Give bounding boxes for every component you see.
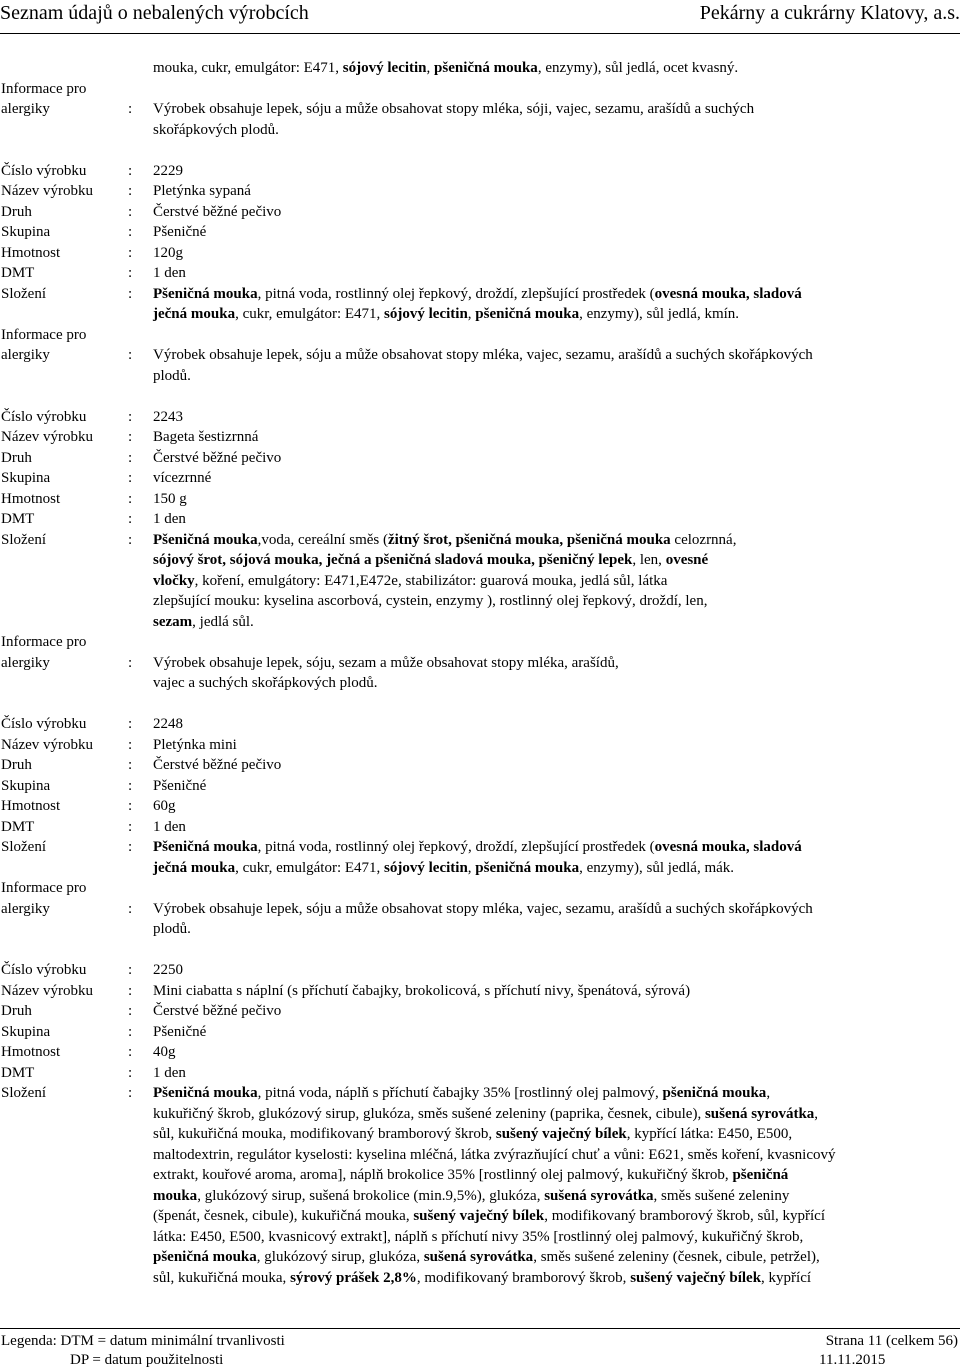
allergen-line bbox=[0, 919, 960, 940]
text-run: , enzymy), sůl jedlá, kmín. bbox=[579, 306, 740, 322]
composition-line bbox=[0, 58, 960, 79]
hmotnost-value: 120g bbox=[153, 244, 183, 261]
composition-line bbox=[0, 1247, 960, 1268]
info-label-row bbox=[0, 878, 960, 899]
bold-run: sýrový prášek 2,8% bbox=[290, 1269, 417, 1286]
druh-row bbox=[0, 448, 960, 469]
hmotnost-value: 150 g bbox=[153, 490, 187, 507]
product-2243 bbox=[0, 407, 960, 694]
colon: : bbox=[128, 449, 133, 466]
hmotnost-row bbox=[0, 243, 960, 264]
colon: : bbox=[128, 347, 133, 363]
composition-line bbox=[0, 1145, 960, 1166]
colon: : bbox=[128, 511, 133, 527]
bold-run: sójový lecitin bbox=[384, 306, 468, 322]
composition-text bbox=[153, 1083, 770, 1104]
druh-row bbox=[0, 755, 960, 776]
composition-line bbox=[0, 1186, 960, 1207]
colon: : bbox=[128, 839, 133, 855]
text-run: , jedlá sůl. bbox=[192, 613, 254, 630]
allergen-text: Výrobek obsahuje lepek, sóju a může obsahovat stopy mléka, sóji, vajec, sezamu, arašídů a suchých bbox=[153, 101, 755, 117]
colon: : bbox=[128, 736, 133, 753]
bold-run: sušená syrovátka bbox=[704, 1105, 815, 1122]
druh-label: Druh bbox=[1, 1003, 32, 1019]
hmotnost-label: Hmotnost bbox=[1, 490, 61, 507]
composition-text bbox=[153, 858, 734, 879]
cislo-value: 2248 bbox=[153, 716, 183, 732]
druh-value: Čerstvé běžné pečivo bbox=[153, 449, 282, 466]
colon: : bbox=[128, 429, 133, 445]
composition-text bbox=[153, 530, 736, 551]
colon: : bbox=[128, 101, 133, 117]
bold-run: sušený vaječný bílek bbox=[630, 1269, 762, 1286]
bold-run: sušený vaječný bílek bbox=[495, 1126, 627, 1142]
bold-run: žitný šrot, pšeničná mouka, pšeničná mouka bbox=[387, 531, 671, 548]
text-run: kukuřičný škrob, glukózový sirup, glukóza, směs sušené zeleniny (paprika, česnek, cibule), bbox=[153, 1105, 705, 1122]
druh-row bbox=[0, 1001, 960, 1022]
hmotnost-label: Hmotnost bbox=[1, 244, 61, 261]
cislo-label: Číslo výrobku bbox=[1, 408, 87, 425]
slozeni-label: Složení bbox=[1, 285, 46, 302]
allergen-text: skořápkových plodů. bbox=[153, 121, 279, 138]
bold-run: pšeničná mouka bbox=[434, 60, 538, 76]
bold-run: sušená syrovátka bbox=[544, 1187, 654, 1204]
section-gap bbox=[0, 140, 960, 161]
skupina-row bbox=[0, 776, 960, 797]
druh-row bbox=[0, 202, 960, 223]
bold-run: pšeničná bbox=[732, 1167, 789, 1183]
composition-line bbox=[0, 858, 960, 879]
colon: : bbox=[128, 757, 133, 773]
document-title: Seznam údajů o nebalených výrobcích bbox=[0, 2, 309, 24]
text-run: maltodextrin, regulátor kyselosti: kyselina mléčná, látka zvýrazňující chuť a vůni: E621, směs koření, kvasnicový bbox=[153, 1146, 836, 1163]
allergen-line bbox=[0, 99, 960, 120]
nazev-label: Název výrobku bbox=[1, 736, 94, 753]
dmt-value: 1 den bbox=[153, 1064, 186, 1081]
alergiky-label: alergiky bbox=[1, 101, 50, 117]
cislo-row bbox=[0, 714, 960, 735]
text-run: , pitná voda, náplň s příchutí čabajky 35% [rostlinný olej palmový, bbox=[257, 1085, 663, 1101]
text-run: , modifikovaný bramborový škrob, sůl, kypřící bbox=[544, 1208, 825, 1224]
alergiky-label: alergiky bbox=[1, 654, 50, 671]
skupina-row bbox=[0, 468, 960, 489]
druh-value: Čerstvé běžné pečivo bbox=[153, 203, 282, 220]
bold-run: pšeničná mouka bbox=[662, 1085, 767, 1101]
nazev-value: Pletýnka mini bbox=[153, 736, 237, 753]
text-run: , koření, emulgátory: E471,E472e, stabilizátor: guarová mouka, jedlá sůl, látka bbox=[194, 572, 668, 589]
product-2250 bbox=[0, 960, 960, 1288]
dmt-value: 1 den bbox=[153, 511, 186, 527]
text-run: ,voda, cereální směs ( bbox=[257, 531, 388, 548]
hmotnost-label: Hmotnost bbox=[1, 798, 61, 814]
composition-line bbox=[0, 591, 960, 612]
colon: : bbox=[128, 244, 133, 261]
allergen-text: Výrobek obsahuje lepek, sóju a může obsahovat stopy mléka, vajec, sezamu, arašídů a suchých skořápkových bbox=[153, 347, 813, 363]
dmt-row bbox=[0, 817, 960, 838]
text-run: zlepšující mouku: kyselina ascorbová, cystein, enzymy ), rostlinný olej řepkový, droždí, len, bbox=[153, 593, 708, 609]
composition-text bbox=[153, 612, 254, 633]
nazev-label: Název výrobku bbox=[1, 982, 94, 999]
nazev-label: Název výrobku bbox=[1, 429, 94, 445]
composition-line bbox=[0, 530, 960, 551]
dmt-label: DMT bbox=[1, 1064, 35, 1081]
dmt-value: 1 den bbox=[153, 265, 186, 281]
text-run: , bbox=[467, 859, 476, 876]
composition-line bbox=[0, 1083, 960, 1104]
composition-line bbox=[0, 571, 960, 592]
slozeni-label: Složení bbox=[1, 531, 46, 548]
cislo-label: Číslo výrobku bbox=[1, 716, 87, 732]
bold-run: sójový lecitin bbox=[342, 60, 427, 76]
composition-text bbox=[153, 304, 739, 325]
composition-text bbox=[153, 550, 708, 571]
text-run: , pitná voda, rostlinný olej řepkový, droždí, zlepšující prostředek ( bbox=[257, 285, 655, 302]
text-run: , modifikovaný bramborový škrob, bbox=[416, 1269, 631, 1286]
text-run: , cukr, emulgátor: E471, bbox=[193, 60, 343, 76]
hmotnost-row bbox=[0, 796, 960, 817]
dmt-row bbox=[0, 263, 960, 284]
cislo-value: 2243 bbox=[153, 408, 183, 425]
nazev-row bbox=[0, 981, 960, 1002]
nazev-value: Pletýnka sypaná bbox=[153, 183, 251, 199]
print-date: 11.11.2015 bbox=[819, 1352, 886, 1368]
company-name: Pekárny a cukrárny Klatovy, a.s. bbox=[699, 2, 960, 24]
allergen-line bbox=[0, 120, 960, 141]
composition-line bbox=[0, 1227, 960, 1248]
cislo-label: Číslo výrobku bbox=[1, 962, 87, 978]
legend-dtm: Legenda: DTM = datum minimální trvanlivosti bbox=[1, 1333, 285, 1349]
colon: : bbox=[128, 285, 133, 302]
nazev-value: Mini ciabatta s náplní (s příchutí čabajky, brokolicová, s příchutí nivy, špenátová, sýrová) bbox=[153, 982, 691, 999]
product-2229 bbox=[0, 161, 960, 387]
colon: : bbox=[128, 654, 133, 671]
nazev-value: Bageta šestizrnná bbox=[153, 429, 259, 445]
bold-run: ovesná mouka, sladová bbox=[654, 285, 802, 302]
bold-run: sušená syrovátka bbox=[423, 1249, 534, 1265]
skupina-row bbox=[0, 1022, 960, 1043]
dmt-value: 1 den bbox=[153, 818, 186, 835]
composition-line bbox=[0, 1104, 960, 1125]
bold-run: Pšeničná mouka bbox=[153, 285, 258, 302]
allergen-line bbox=[0, 366, 960, 387]
text-run: , směs sušené zeleniny bbox=[653, 1187, 790, 1204]
page-number: Strana 11 (celkem 56) bbox=[825, 1333, 958, 1349]
text-run: celozrnná, bbox=[670, 531, 737, 548]
text-run: , pitná voda, rostlinný olej řepkový, droždí, zlepšující prostředek ( bbox=[257, 839, 655, 855]
skupina-value: Pšeničné bbox=[153, 777, 207, 794]
composition-line bbox=[0, 1165, 960, 1186]
colon: : bbox=[128, 1003, 133, 1019]
nazev-row bbox=[0, 735, 960, 756]
document-body bbox=[0, 58, 960, 1288]
info-label-row bbox=[0, 632, 960, 653]
composition-line bbox=[0, 550, 960, 571]
hmotnost-row bbox=[0, 1042, 960, 1063]
hmotnost-value: 40g bbox=[153, 1044, 176, 1060]
nazev-row bbox=[0, 181, 960, 202]
text-run: sůl, kukuřičná mouka, bbox=[153, 1269, 291, 1286]
cislo-value: 2229 bbox=[153, 162, 183, 179]
bold-run: mouka bbox=[153, 1187, 198, 1204]
skupina-label: Skupina bbox=[1, 224, 51, 240]
dmt-row bbox=[0, 1063, 960, 1084]
colon: : bbox=[128, 1085, 133, 1101]
text-run: , enzymy), sůl jedlá, ocet kvasný. bbox=[537, 60, 739, 76]
druh-label: Druh bbox=[1, 449, 32, 466]
composition-text bbox=[153, 571, 667, 592]
skupina-label: Skupina bbox=[1, 470, 51, 486]
bold-run: sezam bbox=[153, 613, 193, 630]
composition-text bbox=[153, 837, 802, 858]
slozeni-label: Složení bbox=[1, 839, 46, 855]
text-run: , směs sušené zeleniny (česnek, cibule, petržel), bbox=[533, 1249, 820, 1265]
colon: : bbox=[128, 982, 133, 999]
bold-run: ječná mouka bbox=[153, 859, 236, 876]
text-run: , kypřící bbox=[761, 1269, 812, 1286]
bold-run: Pšeničná mouka bbox=[153, 839, 258, 855]
legend-dp: DP = datum použitelnosti bbox=[70, 1352, 224, 1368]
colon: : bbox=[128, 1023, 133, 1040]
alergiky-label: alergiky bbox=[1, 347, 50, 363]
text-run: , bbox=[426, 60, 435, 76]
colon: : bbox=[128, 1064, 133, 1081]
page-header bbox=[0, 0, 960, 34]
composition-text bbox=[153, 1268, 811, 1289]
allergen-line bbox=[0, 899, 960, 920]
text-run: sůl, kukuřičná mouka, modifikovaný bramborový škrob, bbox=[153, 1126, 496, 1142]
text-run: mouka bbox=[153, 60, 194, 76]
text-run: , bbox=[766, 1085, 771, 1101]
cislo-label: Číslo výrobku bbox=[1, 162, 87, 179]
allergen-text: plodů. bbox=[153, 921, 191, 937]
colon: : bbox=[128, 716, 133, 732]
bold-run: sójový šrot, sójová mouka, ječná a pšeničná sladová mouka, pšeničný lepek bbox=[153, 552, 633, 568]
druh-value: Čerstvé běžné pečivo bbox=[153, 757, 282, 773]
allergen-line bbox=[0, 345, 960, 366]
composition-line bbox=[0, 1206, 960, 1227]
colon: : bbox=[128, 470, 133, 486]
text-run: látka: E450, E500, kvasnicový extrakt], náplň s příchutí nivy 35% [rostlinný olej palmový, kukuřičný škrob, bbox=[153, 1228, 804, 1245]
colon: : bbox=[128, 798, 133, 814]
text-run: , enzymy), sůl jedlá, mák. bbox=[579, 859, 735, 876]
nazev-label: Název výrobku bbox=[1, 183, 94, 199]
composition-text bbox=[153, 1247, 820, 1268]
slozeni-label: Složení bbox=[1, 1085, 46, 1101]
composition-text bbox=[153, 1165, 788, 1186]
composition-text bbox=[153, 58, 738, 79]
allergen-line bbox=[0, 673, 960, 694]
composition-text bbox=[153, 591, 707, 612]
composition-line bbox=[0, 304, 960, 325]
colon: : bbox=[128, 183, 133, 199]
alergiky-label: alergiky bbox=[1, 900, 50, 917]
composition-text bbox=[153, 1186, 789, 1207]
cislo-row bbox=[0, 407, 960, 428]
bold-run: pšeničná mouka bbox=[475, 859, 580, 876]
hmotnost-label: Hmotnost bbox=[1, 1044, 61, 1060]
colon: : bbox=[128, 900, 133, 917]
skupina-label: Skupina bbox=[1, 1023, 51, 1040]
cislo-row bbox=[0, 960, 960, 981]
text-run: , kypřící látka: E450, E500, bbox=[626, 1126, 793, 1142]
composition-text bbox=[153, 1206, 825, 1227]
text-run: , glukózový sirup, sušená brokolice (min.9,5%), glukóza, bbox=[197, 1187, 545, 1204]
colon: : bbox=[128, 818, 133, 835]
composition-text bbox=[153, 1145, 835, 1166]
colon: : bbox=[128, 531, 133, 548]
previous-product-tail bbox=[0, 58, 960, 140]
composition-text bbox=[153, 284, 802, 305]
info-label-row bbox=[0, 325, 960, 346]
skupina-value: Pšeničné bbox=[153, 224, 207, 240]
skupina-row bbox=[0, 222, 960, 243]
hmotnost-value: 60g bbox=[153, 798, 176, 814]
bold-run: pšeničná mouka bbox=[153, 1249, 257, 1265]
info-label: Informace pro bbox=[1, 880, 87, 896]
bold-run: Pšeničná mouka bbox=[153, 1085, 258, 1101]
text-run: , bbox=[467, 306, 476, 322]
text-run: , cukr, emulgátor: E471, bbox=[235, 306, 385, 322]
druh-label: Druh bbox=[1, 757, 32, 773]
bold-run: ovesné bbox=[665, 552, 709, 568]
bold-run: Pšeničná mouka bbox=[153, 531, 258, 548]
allergen-line bbox=[0, 653, 960, 674]
info-label: Informace pro bbox=[1, 80, 87, 97]
text-run: , cukr, emulgátor: E471, bbox=[235, 859, 385, 876]
cislo-row bbox=[0, 161, 960, 182]
skupina-label: Skupina bbox=[1, 777, 51, 794]
colon: : bbox=[128, 490, 133, 507]
colon: : bbox=[128, 962, 133, 978]
composition-line bbox=[0, 1268, 960, 1289]
dmt-label: DMT bbox=[1, 818, 35, 835]
section-gap bbox=[0, 386, 960, 407]
bold-run: vločky bbox=[153, 572, 195, 589]
colon: : bbox=[128, 203, 133, 220]
text-run: , bbox=[814, 1105, 819, 1122]
cislo-value: 2250 bbox=[153, 962, 183, 978]
allergen-text: plodů. bbox=[153, 367, 191, 384]
allergen-text: Výrobek obsahuje lepek, sóju, sezam a může obsahovat stopy mléka, arašídů, bbox=[153, 654, 619, 671]
druh-label: Druh bbox=[1, 203, 32, 220]
info-label: Informace pro bbox=[1, 326, 87, 343]
composition-text bbox=[153, 1124, 792, 1145]
composition-line bbox=[0, 284, 960, 305]
bold-run: ovesná mouka, sladová bbox=[654, 839, 802, 855]
dmt-row bbox=[0, 509, 960, 530]
info-label-row bbox=[0, 79, 960, 100]
colon: : bbox=[128, 162, 133, 179]
bold-run: ječná mouka bbox=[153, 306, 236, 322]
skupina-value: vícezrnné bbox=[153, 470, 212, 486]
hmotnost-row bbox=[0, 489, 960, 510]
nazev-row bbox=[0, 427, 960, 448]
druh-value: Čerstvé běžné pečivo bbox=[153, 1003, 282, 1019]
bold-run: sójový lecitin bbox=[384, 859, 468, 876]
composition-line bbox=[0, 1124, 960, 1145]
header-rule bbox=[0, 33, 960, 34]
composition-text bbox=[153, 1104, 818, 1125]
colon: : bbox=[128, 777, 133, 794]
composition-line bbox=[0, 837, 960, 858]
text-run: , len, bbox=[632, 552, 666, 568]
section-gap bbox=[0, 694, 960, 715]
allergen-text: Výrobek obsahuje lepek, sóju a může obsahovat stopy mléka, vajec, sezamu, arašídů a suchých skořápkových bbox=[153, 900, 813, 917]
colon: : bbox=[128, 1044, 133, 1060]
text-run: (špenát, česnek, cibule), kukuřičná mouka, bbox=[153, 1208, 414, 1224]
text-run: extrakt, kouřové aroma, aroma], náplň brokolice 35% [rostlinný olej palmový, kukuřičný škrob, bbox=[153, 1167, 733, 1183]
info-label: Informace pro bbox=[1, 634, 87, 650]
section-gap bbox=[0, 940, 960, 961]
colon: : bbox=[128, 224, 133, 240]
bold-run: sušený vaječný bílek bbox=[413, 1208, 545, 1224]
colon: : bbox=[128, 265, 133, 281]
composition-line bbox=[0, 612, 960, 633]
text-run: , glukózový sirup, glukóza, bbox=[256, 1249, 424, 1265]
composition-text bbox=[153, 1227, 803, 1248]
footer-rule bbox=[0, 1328, 960, 1329]
bold-run: pšeničná mouka bbox=[475, 306, 580, 322]
allergen-text: vajec a suchých skořápkových plodů. bbox=[153, 675, 378, 691]
colon: : bbox=[128, 408, 133, 425]
product-2248 bbox=[0, 714, 960, 940]
skupina-value: Pšeničné bbox=[153, 1023, 207, 1040]
dmt-label: DMT bbox=[1, 511, 35, 527]
dmt-label: DMT bbox=[1, 265, 35, 281]
